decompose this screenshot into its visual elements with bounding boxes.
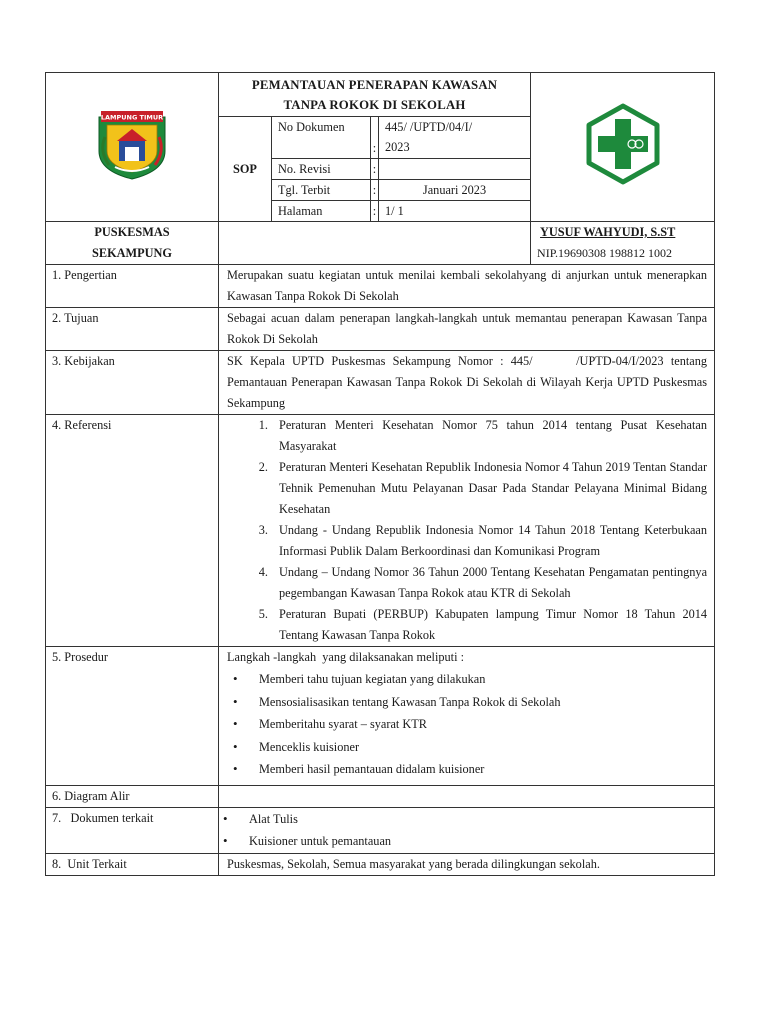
meta-value-no-revisi [379,159,531,180]
list-item: • Alat Tulis [241,808,707,831]
list-item: • Memberi tahu tujuan kegiatan yang dilakukan [251,668,707,691]
section-label-dokumen-terkait: 7. Dokumen terkait [46,807,219,853]
signatory [531,222,715,265]
section-list-referensi [219,415,715,647]
puskesmas-logo-cell [531,73,715,222]
list-item: • Kuisioner untuk pemantauan [241,830,707,853]
section-label-unit-terkait: 8. Unit Terkait [46,853,219,875]
section-label-kebijakan: 3. Kebijakan [46,351,219,415]
sop-document [45,72,714,876]
section-list-dokumen-terkait [219,807,715,853]
svg-text:LAMPUNG TIMUR: LAMPUNG TIMUR [100,113,164,122]
list-item: • Memberi hasil pemantauan didalam kuisioner [251,758,707,781]
signatory-name: YUSUF WAHYUDI, S.ST [540,225,676,239]
puskesmas-cross-icon [582,103,664,185]
section-text-diagram-alir [219,785,715,807]
meta-value-halaman: 1/ 1 [379,201,531,222]
list-item: 3. Undang - Undang Republik Indonesia Nomor 14 Tahun 2018 Tentang Keterbukaan Informasi Publik Dalam Berkoordinasi dan Komunikasi Program [271,520,707,562]
section-text-unit-terkait: Puskesmas, Sekolah, Semua masyarakat yang berada dilingkungan sekolah. [219,853,715,875]
section-label-diagram-alir: 6. Diagram Alir [46,785,219,807]
prosedur-intro: Langkah -langkah yang dilaksanakan meliputi : [227,650,464,664]
meta-label-no-dokumen: No Dokumen [272,117,371,159]
list-item: 5. Peraturan Bupati (PERBUP) Kabupaten lampung Timur Nomor 18 Tahun 2014 Tentang Kawasan Tanpa Rokok [271,604,707,646]
meta-colon: : [371,159,379,180]
meta-label-halaman: Halaman [272,201,371,222]
section-label-referensi: 4. Referensi [46,415,219,647]
sop-label: SOP [219,117,272,222]
lampung-timur-logo-cell [46,73,219,222]
section-label-pengertian: 1. Pengertian [46,265,219,308]
section-label-tujuan: 2. Tujuan [46,308,219,351]
meta-label-tgl-terbit: Tgl. Terbit [272,180,371,201]
organization-name: PUSKESMAS SEKAMPUNG [46,222,219,265]
list-item: 4. Undang – Undang Nomor 36 Tahun 2000 Tentang Kesehatan Pengamatan pentingnya pegembangan Kawasan Tanpa Rokok atau KTR di Sekolah [271,562,707,604]
section-text-pengertian: Merupakan suatu kegiatan untuk menilai kembali sekolahyang di anjurkan untuk menerapkan Kawasan Tanpa Rokok Di Sekolah [219,265,715,308]
lampung-timur-emblem-icon [95,107,169,181]
meta-value-tgl-terbit: Januari 2023 [379,180,531,201]
empty-header-cell [219,222,531,265]
section-prosedur [219,647,715,786]
list-item: • Memberitahu syarat – syarat KTR [251,713,707,736]
list-item: 2. Peraturan Menteri Kesehatan Republik Indonesia Nomor 4 Tahun 2019 Tentan Standar Tehnik Pemenuhan Mutu Pelayanan Dasar Pada Standar Pelayana Minimal Bidang Kesehatan [271,457,707,520]
meta-colon: : [371,201,379,222]
section-text-kebijakan: SK Kepala UPTD Puskesmas Sekampung Nomor : 445/ /UPTD-04/I/2023 tentang Pemantauan Penerapan Kawasan Tanpa Rokok Di Sekolah di Wilayah Kerja UPTD Puskesmas Sekampung [219,351,715,415]
list-item: • Mensosialisasikan tentang Kawasan Tanpa Rokok di Sekolah [251,691,707,714]
meta-label-no-revisi: No. Revisi [272,159,371,180]
meta-value-no-dokumen: 445/ /UPTD/04/I/ 2023 [379,117,531,159]
meta-colon: : [371,180,379,201]
sop-table [45,72,715,876]
meta-colon: : [371,117,379,159]
section-label-prosedur: 5. Prosedur [46,647,219,786]
list-item: • Menceklis kuisioner [251,736,707,759]
signatory-nip: NIP.19690308 198812 1002 [537,246,673,260]
list-item: 1. Peraturan Menteri Kesehatan Nomor 75 tahun 2014 tentang Pusat Kesehatan Masyarakat [271,415,707,457]
document-title: PEMANTAUAN PENERAPAN KAWASAN TANPA ROKOK DI SEKOLAH [219,73,531,117]
section-text-tujuan: Sebagai acuan dalam penerapan langkah-langkah untuk memantau penerapan Kawasan Tanpa Rokok Di Sekolah [219,308,715,351]
